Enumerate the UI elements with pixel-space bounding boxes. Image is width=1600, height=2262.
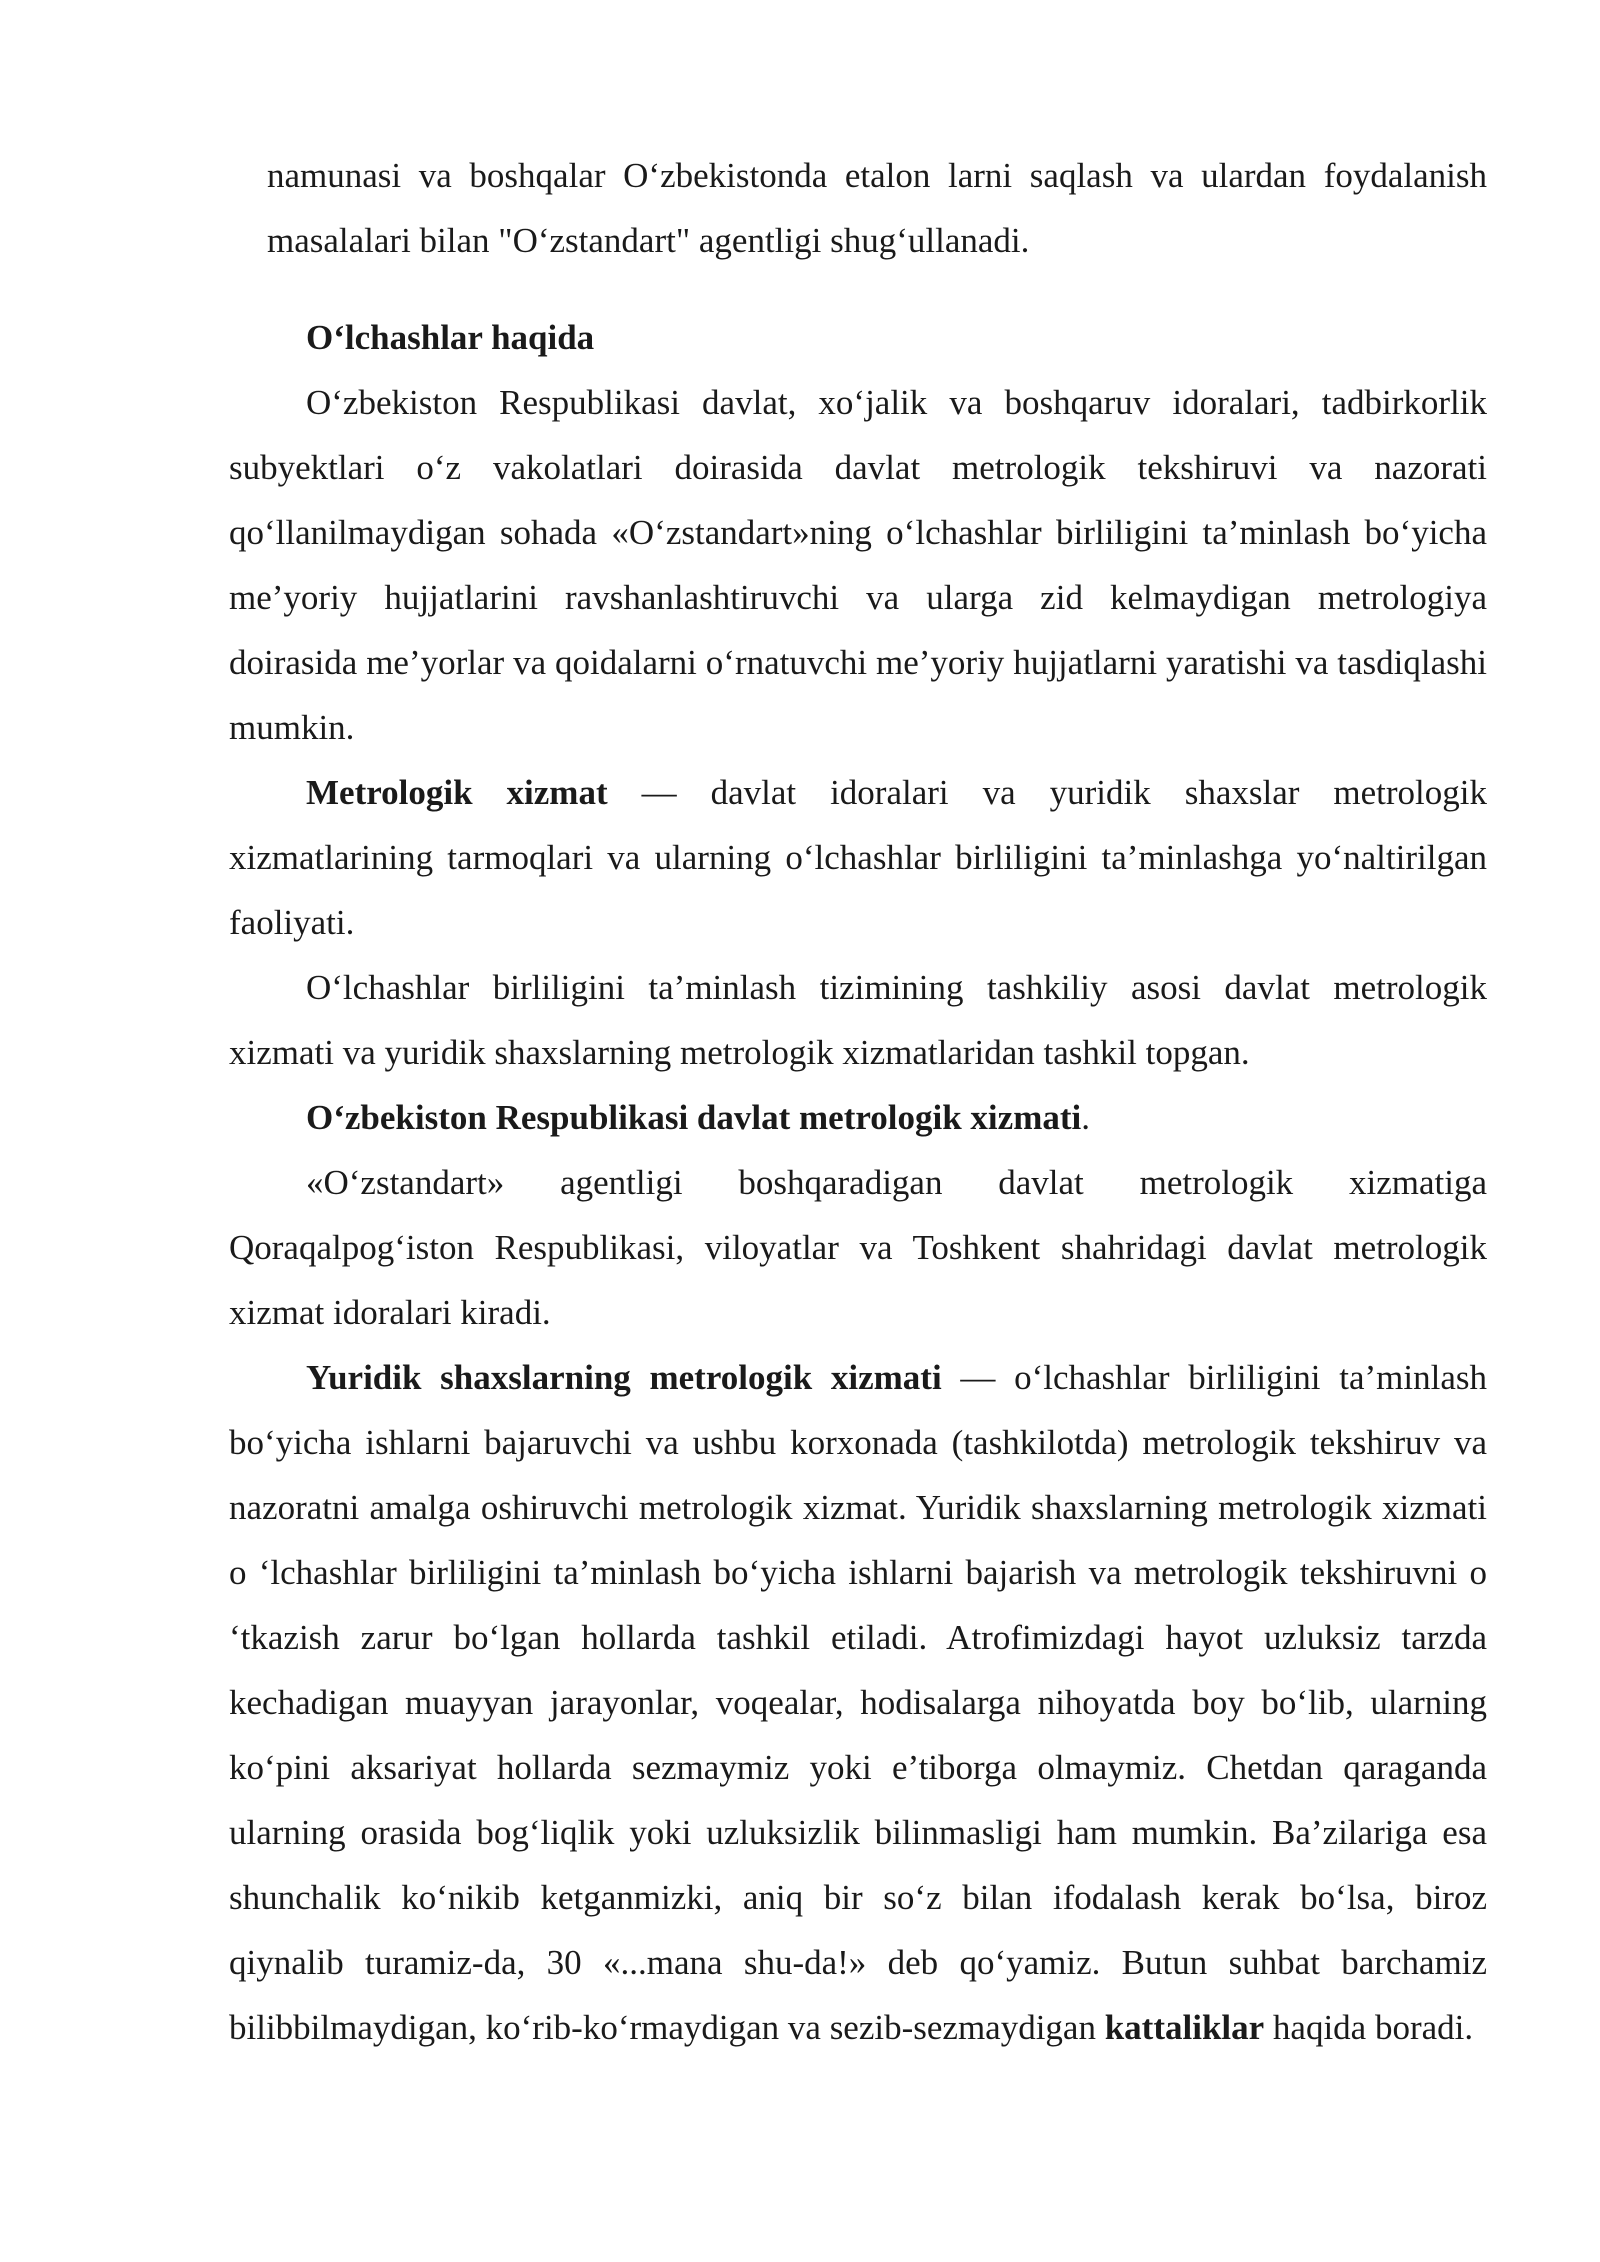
paragraph-organizational-basis: O‘lchashlar birliligini ta’minlash tizimining tashkiliy asosi davlat metrologik xizmati va yuridik shaxslarning metrologik xizmatlaridan tashkil topgan. [229,968,1487,1072]
term-quantities: kattaliklar [1104,2008,1265,2047]
page-content [229,143,1487,2060]
definition-text: — davlat idoralari va yuridik shaxslar metrologik xizmatlarining tarmoqlari va ularning o‘lchashlar birliligini ta’minlashga yo‘naltirilgan faoliyati. [229,773,1487,942]
term-metrological-service: Metrologik xizmat [306,773,608,812]
section-heading-state-service [229,1085,1487,1150]
heading-text: O‘lchashlar haqida [306,318,595,357]
paragraph-etalon-continuation: namunasi va boshqalar O‘zbekistonda etalon larni saqlash va ulardan foydalanish masalalari bilan "O‘zstandart" agentligi shug‘ullanadi. [267,156,1487,260]
heading-text: O‘zbekiston Respublikasi davlat metrologik xizmati [306,1098,1082,1137]
paragraph-ending: haqida boradi. [1264,2008,1474,2047]
paragraph-state-service-bodies: «O‘zstandart» agentligi boshqaradigan davlat metrologik xizmatiga Qoraqalpog‘iston Respublikasi, viloyatlar va Toshkent shahridagi davlat metrologik xizmat idoralari kiradi. [229,1163,1487,1332]
term-legal-entity-service: Yuridik shaxslarning metrologik xizmati [306,1358,942,1397]
heading-period: . [1081,1098,1090,1137]
paragraph-metrological-service [229,760,1487,955]
section-heading-measurements [229,305,1487,370]
paragraph-regulatory-documents: O‘zbekiston Respublikasi davlat, xo‘jalik va boshqaruv idoralari, tadbirkorlik subyektlari o‘z vakolatlari doirasida davlat metrologik tekshiruvi va nazorati qo‘llanilmaydigan sohada «O‘zstandart»ning o‘lchashlar birliligini ta’minlash bo‘yicha me’yoriy hujjatlarini ravshanlashtiruvchi va ularga zid kelmaydigan metrologiya doirasida me’yorlar va qoidalarni o‘rnatuvchi me’yoriy hujjatlarni yaratishi va tasdiqlashi mumkin. [229,383,1487,747]
definition-text: — o‘lchashlar birliligini ta’minlash bo‘yicha ishlarni bajaruvchi va ushbu korxonada (tashkilotda) metrologik tekshiruv va nazoratni amalga oshiruvchi metrologik xizmat. Yuridik shaxslarning metrologik xizmati o ‘lchashlar birliligini ta’minlash bo‘yicha ishlarni bajarish va metrologik tekshiruvni o ‘tkazish zarur bo‘lgan hollarda tashkil etiladi. Atrofimizdagi hayot uzluksiz tarzda kechadigan muayyan jarayonlar, voqealar, hodisalarga nihoyatda boy bo‘lib, ularning ko‘pini aksariyat hollarda sezmaymiz yoki e’tiborga olmaymiz. Chetdan qaraganda ularning orasida bog‘liqlik yoki uzluksizlik bilinmasligi ham mumkin. Ba’zilariga esa shunchalik ko‘nikib ketganmizki, aniq bir so‘z bilan ifodalash kerak bo‘lsa, biroz qiynalib turamiz-da, 30 «...mana shu-da!» deb qo‘yamiz. Butun suhbat barchamiz bilibbilmaydigan, ko‘rib-ko‘rmaydigan va sezib-sezmaydigan [229,1358,1487,2047]
paragraph-legal-entity-service [229,1345,1487,2060]
